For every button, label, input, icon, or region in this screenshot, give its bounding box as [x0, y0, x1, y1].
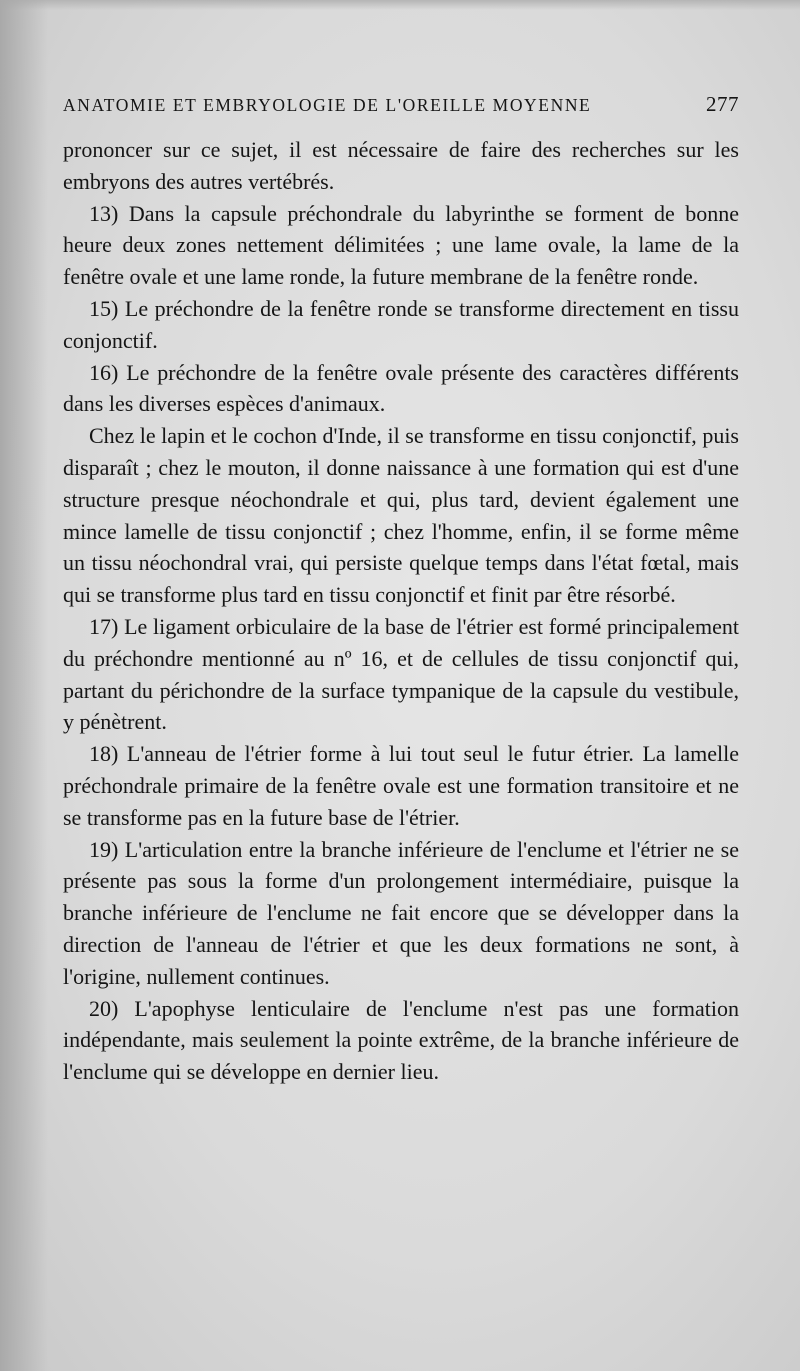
paragraph-19: 19) L'articulation entre la branche inférieure de l'enclume et l'étrier ne se présente pas sous la forme d'un prolongement intermédiaire, puisque la branche inférieure de l'enclume ne fait encore que se développer dans la direction de l'anneau de l'étrier et que les deux formations ne sont, à l'origine, nullement continues. [63, 836, 739, 989]
paragraph-17: 17) Le ligament orbiculaire de la base de l'étrier est formé principalement du préchondre mentionné au nº 16, et de cellules de tissu conjonctif qui, partant du périchondre de la surface tympanique de la capsule du vestibule, y pénètrent. [63, 613, 739, 735]
paragraph-16-detail: Chez le lapin et le cochon d'Inde, il se transforme en tissu conjonctif, puis disparaît ; chez le mouton, il donne naissance à une formation qui est d'une structure presque néochondrale et qui, plus tard, devient également une mince lamelle de tissu conjonctif ; chez l'homme, enfin, il se forme même un tissu néochondral vrai, qui persiste quelque temps dans l'état fœtal, mais qui se transforme plus tard en tissu conjonctif et finit par être résorbé. [63, 423, 739, 608]
running-head [63, 92, 739, 117]
scan-top-shadow [0, 0, 800, 10]
paragraph-continuation: prononcer sur ce sujet, il est nécessaire de faire des recherches sur les embryons des autres vertébrés. [63, 137, 739, 194]
gutter-shadow [0, 0, 48, 1371]
paragraph-15: 15) Le préchondre de la fenêtre ronde se transforme directement en tissu conjonctif. [63, 295, 739, 353]
running-title: ANATOMIE ET EMBRYOLOGIE DE L'OREILLE MOYENNE [63, 95, 592, 115]
paragraph-16: 16) Le préchondre de la fenêtre ovale présente des caractères différents dans les diverses espèces d'animaux. [63, 359, 739, 417]
body-text [63, 134, 739, 1088]
paragraph-20: 20) L'apophyse lenticulaire de l'enclume n'est pas une formation indépendante, mais seulement la pointe extrême, de la branche inférieure de l'enclume qui se développe en dernier lieu. [63, 995, 739, 1085]
page-number: 277 [706, 92, 739, 116]
paragraph-18: 18) L'anneau de l'étrier forme à lui tout seul le futur étrier. La lamelle préchondrale primaire de la fenêtre ovale est une formation transitoire et ne se transforme pas en la future base de l'étrier. [63, 741, 739, 830]
paragraph-13: 13) Dans la capsule préchondrale du labyrinthe se forment de bonne heure deux zones nettement délimitées ; une lame ovale, la lame de la fenêtre ovale et une lame ronde, la future membrane de la fenêtre ronde. [63, 200, 739, 290]
